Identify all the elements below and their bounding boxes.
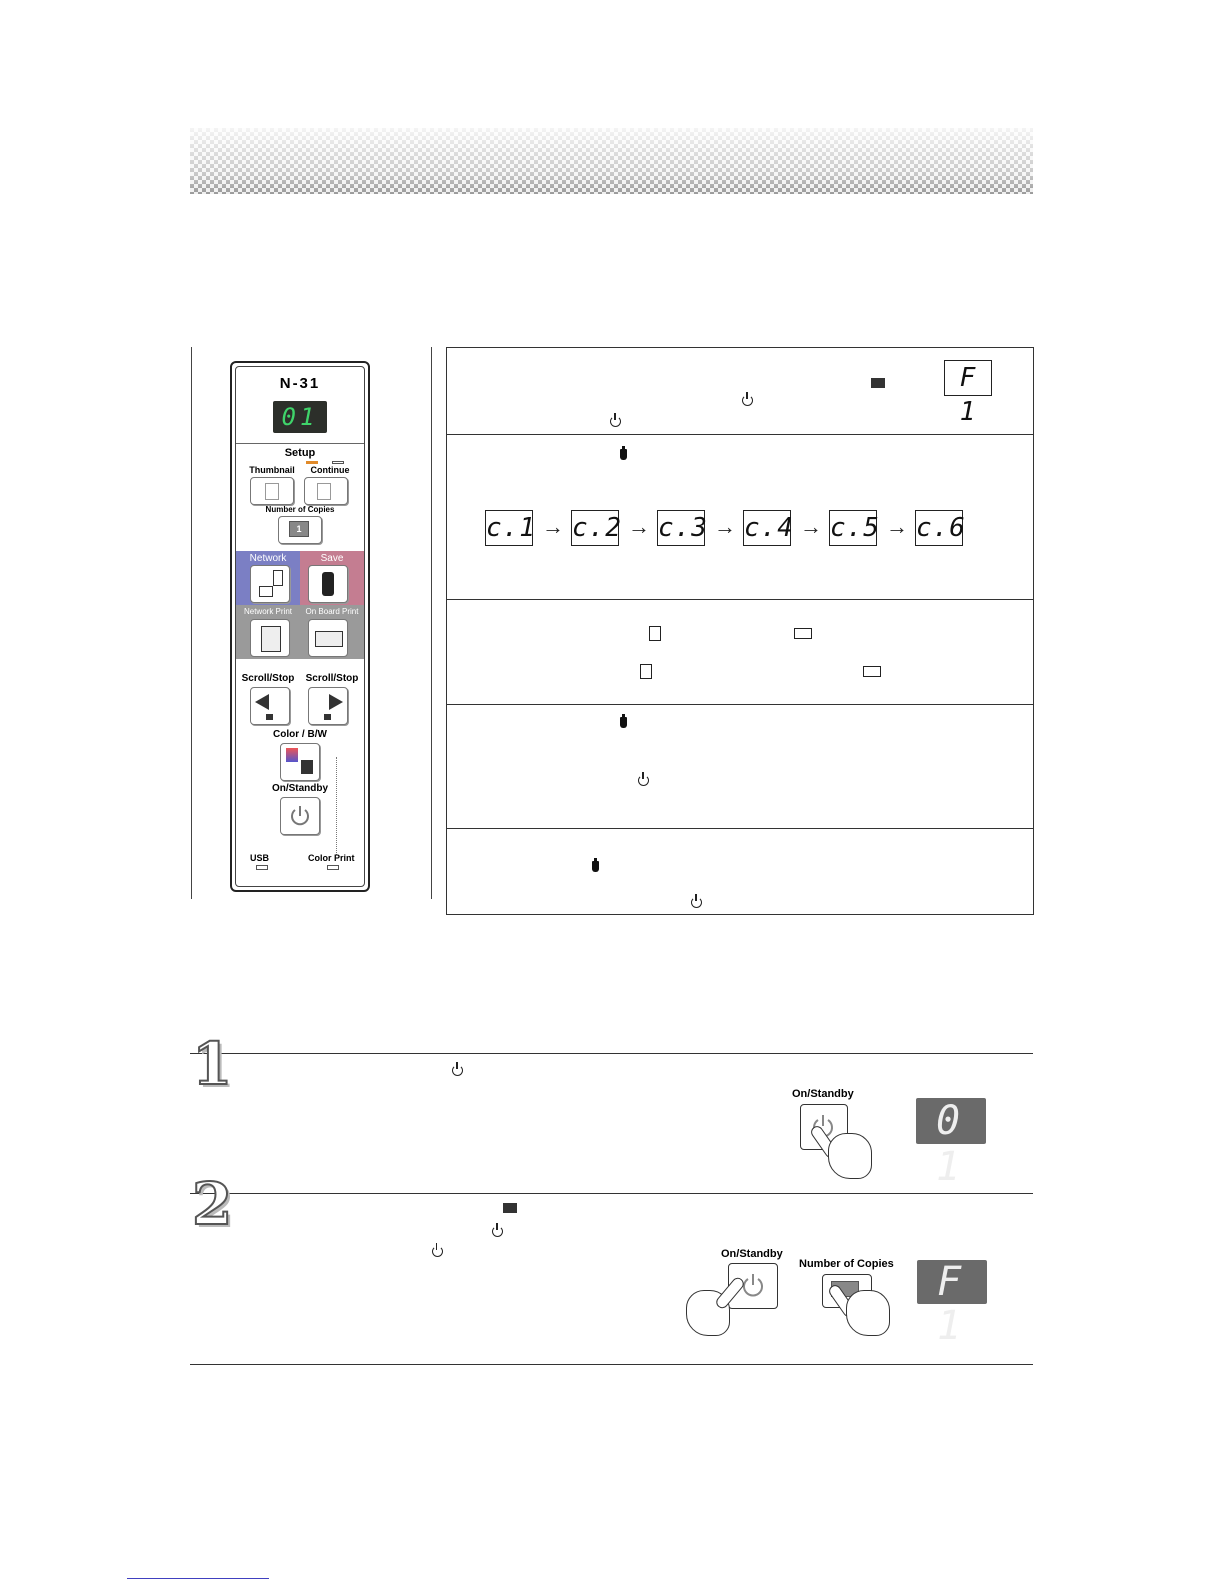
continue-button[interactable] (304, 477, 348, 505)
continue-led (332, 461, 344, 464)
power-icon (288, 804, 312, 828)
bw-page-icon (301, 760, 313, 774)
hand-icon (846, 1290, 890, 1336)
f1-display: F 1 (944, 360, 992, 396)
server-icon (273, 570, 283, 586)
thumbnail-icon (265, 483, 279, 500)
copy-display-1: c.1 (485, 510, 533, 546)
led-display (273, 401, 327, 433)
color-print-led (327, 865, 339, 870)
onboard-print-icon (863, 666, 881, 677)
power-icon (432, 1246, 443, 1257)
setup-label: Setup (284, 447, 316, 459)
continue-icon (317, 483, 331, 500)
display-01: 0 1 (916, 1098, 986, 1144)
color-print-label: Color Print (308, 853, 355, 863)
power-icon (742, 395, 753, 406)
power-icon (610, 416, 621, 427)
scroll-left-icon (255, 694, 269, 710)
copy-display-4: c.4 (743, 510, 791, 546)
number-of-copies-label: Number of Copies (799, 1258, 894, 1270)
color-bw-button[interactable] (280, 743, 320, 781)
scroll-right-label: Scroll/Stop (305, 673, 359, 684)
info-row-3 (447, 600, 1033, 705)
step2-rule (190, 1193, 1033, 1194)
network-print-icon (640, 664, 652, 679)
onboard-print-icon (794, 628, 812, 639)
copy-display-2: c.2 (571, 510, 619, 546)
continue-label: Continue (310, 465, 350, 475)
color-page-icon (286, 748, 298, 762)
copies-icon: 1 (289, 521, 309, 537)
model-name: N-31 (279, 375, 321, 392)
save-button[interactable] (308, 565, 348, 603)
arrow-icon: → (714, 514, 736, 539)
thumbnail-led (306, 461, 318, 464)
computer-icon (259, 586, 273, 597)
onboard-print-button[interactable] (308, 619, 348, 657)
power-icon (638, 775, 649, 786)
copy-display-6: c.6 (915, 510, 963, 546)
printer-icon (315, 631, 343, 647)
led-display-value: 01 (281, 403, 319, 431)
step1-number: 1 (192, 1030, 233, 1098)
copy-display-3: c.3 (657, 510, 705, 546)
number-of-copies-icon (503, 1203, 517, 1213)
arrow-icon: → (542, 514, 564, 539)
scroll-right-button[interactable] (308, 687, 348, 725)
info-row-1 (447, 348, 1033, 435)
step1-rule (190, 1053, 1033, 1054)
display-f1: F 1 (917, 1260, 987, 1304)
arrow-icon: → (800, 514, 822, 539)
power-icon (691, 897, 702, 908)
usb-drive-icon (620, 717, 627, 728)
network-button[interactable] (250, 565, 290, 603)
info-row-4 (447, 705, 1033, 829)
usb-drive-icon (592, 861, 599, 872)
info-table (446, 347, 1034, 915)
middle-rule (431, 347, 432, 899)
copier-icon (261, 626, 281, 652)
on-standby-label: On/Standby (721, 1248, 783, 1260)
network-label: Network (249, 553, 287, 564)
header-band (190, 128, 1033, 194)
info-row-2 (447, 435, 1033, 600)
power-icon (492, 1226, 503, 1237)
bottom-rule (190, 1364, 1033, 1365)
control-panel-inner (235, 366, 365, 887)
thumbnail-button[interactable] (250, 477, 294, 505)
usb-drive-icon (620, 449, 627, 460)
onboard-print-label: On Board Print (305, 607, 359, 616)
color-bw-label: Color / B/W (273, 729, 327, 740)
on-standby-label: On/Standby (792, 1088, 854, 1100)
step2-number: 2 (192, 1170, 233, 1238)
usb-drive-icon (322, 572, 334, 596)
scroll-left-label: Scroll/Stop (241, 673, 295, 684)
divider (236, 443, 364, 444)
copy-display-5: c.5 (829, 510, 877, 546)
arrow-icon: → (886, 514, 908, 539)
scroll-right-icon (329, 694, 343, 710)
hand-icon (828, 1133, 872, 1179)
network-print-icon (649, 626, 661, 641)
control-panel (230, 361, 370, 892)
network-print-button[interactable] (250, 619, 290, 657)
footnote-rule (127, 1578, 269, 1579)
dotted-connector (336, 757, 337, 855)
info-row-5 (447, 829, 1033, 914)
left-rule (191, 347, 192, 899)
stop-icon (324, 714, 331, 720)
usb-led (256, 865, 268, 870)
stop-icon (266, 714, 273, 720)
copies-label: Number of Copies (265, 505, 335, 514)
network-print-label: Network Print (243, 607, 292, 616)
number-of-copies-icon (871, 378, 885, 388)
usb-label: USB (250, 853, 270, 863)
scroll-left-button[interactable] (250, 687, 290, 725)
power-icon (452, 1065, 463, 1076)
arrow-icon: → (628, 514, 650, 539)
on-standby-button[interactable] (280, 797, 320, 835)
number-of-copies-button[interactable] (278, 516, 322, 544)
save-label: Save (320, 553, 344, 564)
on-standby-label: On/Standby (271, 783, 329, 794)
thumbnail-label: Thumbnail (249, 465, 295, 475)
